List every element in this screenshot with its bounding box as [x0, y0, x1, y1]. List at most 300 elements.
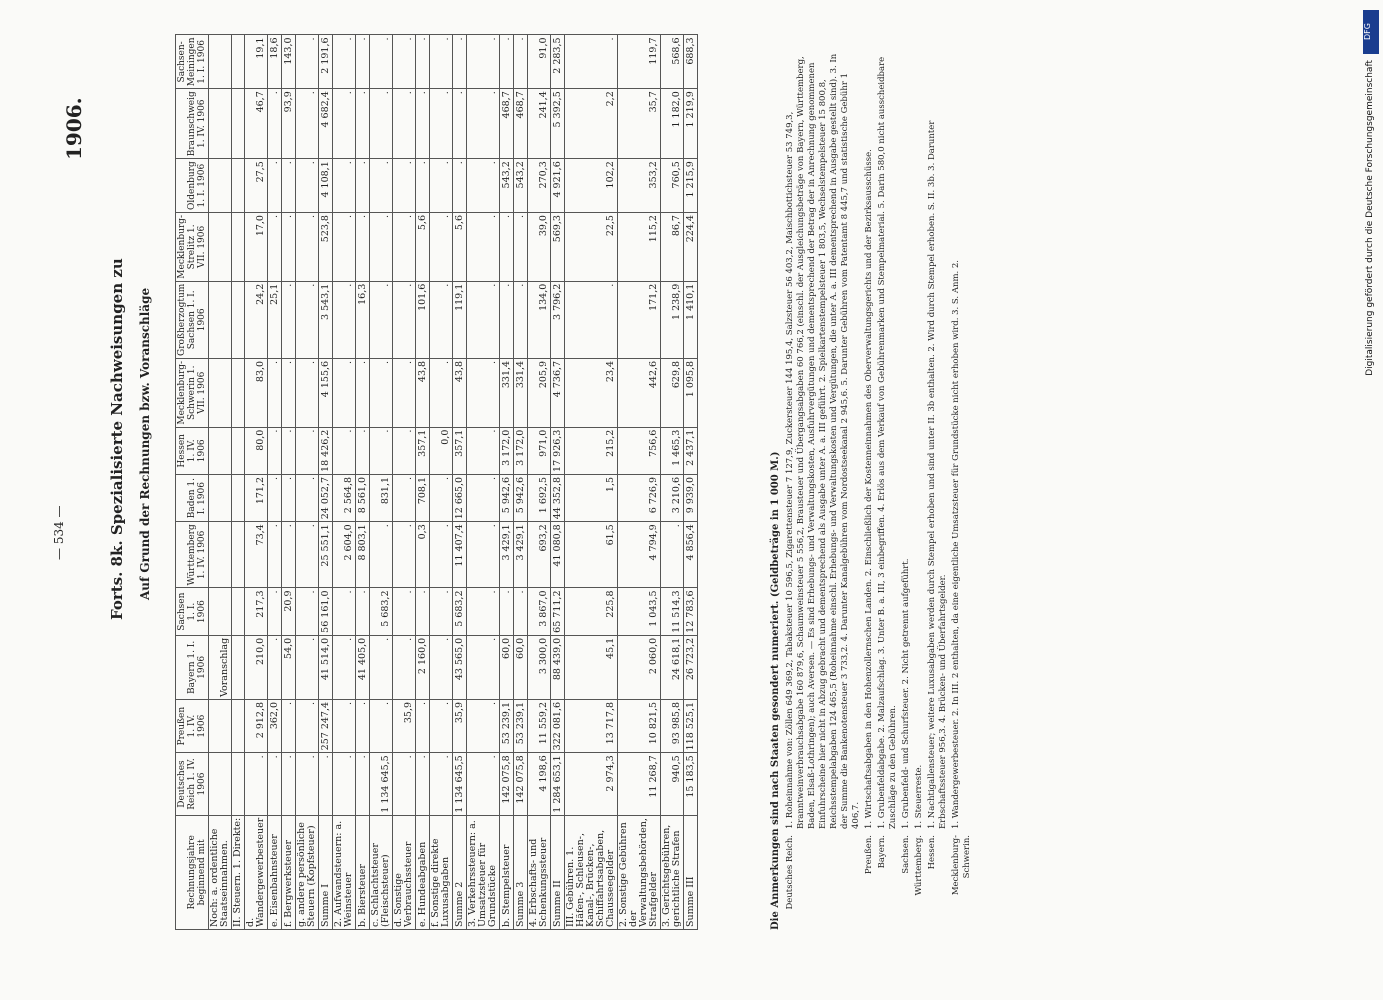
column-header: Rechnungsjahre beginnend mit	[176, 815, 209, 929]
table-cell: .	[393, 89, 416, 159]
table-cell: 53 239,1	[500, 699, 514, 752]
table-cell: .	[356, 699, 370, 752]
table-cell: 91,0	[528, 35, 551, 89]
digitization-credit: Digitalisierung gefördert durch die Deutsche Forschungsgemeinschaft	[1365, 60, 1375, 376]
table-cell: .	[356, 427, 370, 474]
table-cell: .	[296, 753, 319, 815]
table-row	[514, 35, 528, 930]
note-text: 1. Grubenfeldabgabe. 2. Malzaufschlag. 3. Unter B. a. III, 3 einbegriffen. 4. Erlös aus dem Verkauf von Gebührenmarken und Stempelmaterial. 5. Darin 580,0 nicht ausscheidbare Zuschläge zu den Gebühren.	[877, 56, 898, 829]
table-cell: 241,4	[528, 89, 551, 159]
table-cell: 83,0	[245, 358, 268, 427]
table-cell: 760,5	[661, 159, 684, 213]
table-cell: 205,9	[528, 358, 551, 427]
table-cell: 115,2	[618, 213, 661, 282]
table-cell	[209, 474, 232, 521]
table-cell: 270,3	[528, 159, 551, 213]
table-cell: .	[282, 522, 296, 588]
table-cell	[232, 35, 245, 89]
row-label: III. Gebühren. 1. Häfen-, Schleusen-, Kanal-, Brücken-, Schiffahrtsabgaben, Chausseegelder	[565, 815, 618, 929]
page-number: — 534 —	[52, 505, 66, 560]
table-cell: 217,3	[245, 588, 268, 635]
table-cell: 171,2	[245, 474, 268, 521]
table-cell: 11 407,4	[453, 522, 467, 588]
table-cell: .	[467, 89, 500, 159]
table-row	[661, 35, 684, 930]
table-cell: 523,8	[319, 213, 333, 282]
table-cell: 3 172,0	[500, 427, 514, 474]
table-cell: .	[430, 213, 453, 282]
table-cell: .	[416, 35, 430, 89]
table-cell: 688,3	[684, 35, 698, 89]
notes-list	[785, 50, 973, 930]
table-row	[467, 35, 500, 930]
table-cell: .	[370, 358, 393, 427]
note-entry	[951, 50, 973, 930]
table-cell: 60,0	[514, 635, 528, 699]
table-cell: .	[453, 89, 467, 159]
table-cell: .	[268, 159, 282, 213]
table-cell: .	[333, 753, 356, 815]
table-cell: .	[467, 635, 500, 699]
table-cell: 61,5	[565, 522, 618, 588]
table-cell: 1 134 645,5	[370, 753, 393, 815]
table-cell: 2 160,0	[416, 635, 430, 699]
table-cell: 39,0	[528, 213, 551, 282]
table-cell: .	[282, 213, 296, 282]
table-cell: 5,6	[453, 213, 467, 282]
table-cell: .	[333, 213, 356, 282]
table-cell	[232, 358, 245, 427]
table-cell: .	[296, 635, 319, 699]
table-cell: 322 081,6	[551, 699, 565, 752]
column-header: Großherzogtum Sachsen 1. I. 1906	[176, 281, 209, 358]
table-cell: .	[333, 89, 356, 159]
table-cell: .	[430, 281, 453, 358]
row-label: Summe I	[319, 815, 333, 929]
table-cell: .	[268, 635, 282, 699]
table-cell: 4 794,9	[618, 522, 661, 588]
table-cell: 2,2	[565, 89, 618, 159]
table-cell: 10 821,5	[618, 699, 661, 752]
table-cell: .	[333, 427, 356, 474]
table-cell: .	[393, 753, 416, 815]
column-header: Mecklenburg-Schwerin 1. VII. 1906	[176, 358, 209, 427]
note-state: Preußen.	[864, 835, 874, 875]
table-cell: .	[416, 699, 430, 752]
table-cell: 629,8	[661, 358, 684, 427]
table-cell: 1 095,8	[684, 358, 698, 427]
table-cell: .	[500, 281, 514, 358]
row-label: 3. Verkehrssteuern: a. Umsatzsteuer für Grundstücke	[467, 815, 500, 929]
row-label: Summe 2	[453, 815, 467, 929]
table-cell: 4 921,6	[551, 159, 565, 213]
table-cell: 756,6	[618, 427, 661, 474]
table-cell: .	[430, 753, 453, 815]
table-row	[319, 35, 333, 930]
table-cell: .	[467, 474, 500, 521]
table-cell: 2 283,5	[551, 35, 565, 89]
table-cell: 543,2	[500, 159, 514, 213]
table-cell: .	[282, 159, 296, 213]
table-cell: 569,3	[551, 213, 565, 282]
table-row	[416, 35, 430, 930]
table-header-row	[176, 35, 209, 930]
table-cell: .	[500, 588, 514, 635]
table-cell: 24 052,7	[319, 474, 333, 521]
note-state: Sachsen.	[901, 835, 911, 874]
table-cell: 2 191,6	[319, 35, 333, 89]
row-label: f. Sonstige direkte Luxusabgaben	[430, 815, 453, 929]
table-cell	[232, 159, 245, 213]
table-cell: 331,4	[500, 358, 514, 427]
table-cell: 22,5	[565, 213, 618, 282]
table-cell: .	[296, 281, 319, 358]
table-cell: 357,1	[416, 427, 430, 474]
table-cell: 3 429,1	[514, 522, 528, 588]
note-text: 1. Steuerreste.	[914, 764, 924, 829]
row-label: f. Bergwerksteuer	[282, 815, 296, 929]
table-cell: .	[370, 89, 393, 159]
table-cell: .	[467, 35, 500, 89]
column-header: Württemberg 1. IV. 1906	[176, 522, 209, 588]
table-cell: 3 300,0	[528, 635, 551, 699]
table-cell: .	[268, 358, 282, 427]
table-cell: 56 161,0	[319, 588, 333, 635]
table-cell: 43,8	[453, 358, 467, 427]
table-cell	[232, 427, 245, 474]
table-cell	[232, 635, 245, 699]
table-cell: 119,7	[618, 35, 661, 89]
table-cell	[232, 522, 245, 588]
table-cell: 225,8	[565, 588, 618, 635]
table-cell: .	[319, 753, 333, 815]
table-cell: .	[430, 35, 453, 89]
table-cell: .	[453, 35, 467, 89]
table-cell: 5,6	[416, 213, 430, 282]
column-header: Mecklenburg-Strelitz 1. VII. 1906	[176, 213, 209, 282]
page-subtitle: Auf Grund der Rechnungen bzw. Voranschläge	[138, 287, 152, 600]
table-cell: 80,0	[245, 427, 268, 474]
table-cell	[209, 89, 232, 159]
table-cell: .	[282, 281, 296, 358]
table-cell: .	[416, 89, 430, 159]
table-cell: 11 514,3	[661, 588, 684, 635]
row-label: Summe III	[684, 815, 698, 929]
footnotes	[770, 50, 975, 930]
table-cell: 44 352,8	[551, 474, 565, 521]
row-label: d. Sonstige Verbrauchssteuer	[393, 815, 416, 929]
table-cell: .	[356, 588, 370, 635]
notes-heading: Die Anmerkungen sind nach Staaten gesondert numeriert. (Geldbeträge in 1 000 M.)	[770, 451, 781, 930]
table-cell: 468,7	[500, 89, 514, 159]
table-row	[245, 35, 268, 930]
table-cell: .	[370, 635, 393, 699]
table-cell: .	[416, 588, 430, 635]
table-cell: 543,2	[514, 159, 528, 213]
table-cell: 19,1	[245, 35, 268, 89]
table-cell: .	[393, 427, 416, 474]
table-cell: .	[333, 588, 356, 635]
table-cell: 971,0	[528, 427, 551, 474]
table-cell: 118 525,1	[684, 699, 698, 752]
table-cell: .	[296, 35, 319, 89]
table-cell: 12 783,6	[684, 588, 698, 635]
table-cell: 25 551,1	[319, 522, 333, 588]
table-cell: .	[467, 588, 500, 635]
table-cell: 1 182,0	[661, 89, 684, 159]
table-cell: .	[393, 474, 416, 521]
table-cell: 1 219,9	[684, 89, 698, 159]
table-cell: 171,2	[618, 281, 661, 358]
row-label: c. Schlachtsteuer (Fleischsteuer)	[370, 815, 393, 929]
table-cell: .	[296, 89, 319, 159]
row-label: g. andere persönliche Steuern (Kopfsteuer)	[296, 815, 319, 929]
note-entry	[785, 50, 862, 930]
table-cell: .	[430, 358, 453, 427]
note-state: Deutsches Reich.	[785, 835, 795, 910]
table-cell: 4 108,1	[319, 159, 333, 213]
table-cell: .	[370, 281, 393, 358]
table-cell	[232, 753, 245, 815]
table-cell: 11 268,7	[618, 753, 661, 815]
table-cell: .	[370, 427, 393, 474]
table-cell: 3 867,0	[528, 588, 551, 635]
table-cell: 362,0	[268, 699, 282, 752]
table-cell: .	[333, 635, 356, 699]
table-cell: 35,9	[453, 699, 467, 752]
table-cell: .	[393, 281, 416, 358]
table-cell: .	[467, 281, 500, 358]
table-cell	[209, 699, 232, 752]
table-cell: 1 284 653,1	[551, 753, 565, 815]
table-cell: 4 856,4	[684, 522, 698, 588]
table-cell: .	[514, 213, 528, 282]
table-cell: 46,7	[245, 89, 268, 159]
column-header: Sachsen-Meiningen 1. I. 1906	[176, 35, 209, 89]
note-text: 1. Grubenfeld- und Schurfsteuer. 2. Nicht getrennt aufgeführt.	[901, 558, 911, 829]
table-cell: 20,9	[282, 588, 296, 635]
table-cell	[209, 281, 232, 358]
table-cell: 1,5	[565, 474, 618, 521]
table-cell: 4 155,6	[319, 358, 333, 427]
note-entry	[914, 50, 925, 930]
table-cell: .	[333, 358, 356, 427]
table-cell: .	[393, 213, 416, 282]
table-cell: .	[393, 522, 416, 588]
table-cell: .	[500, 213, 514, 282]
table-cell: .	[370, 522, 393, 588]
table-cell: 53 239,1	[514, 699, 528, 752]
table-cell: .	[268, 588, 282, 635]
table-row	[282, 35, 296, 930]
note-state: Mecklenburg-Schwerin.	[951, 835, 972, 896]
table-cell	[232, 281, 245, 358]
table-cell: 93 985,8	[661, 699, 684, 752]
row-label: Noch: a. ordentliche Staatseinnahmen.	[209, 815, 232, 929]
table-cell: .	[333, 159, 356, 213]
table-cell	[209, 522, 232, 588]
table-cell: .	[416, 159, 430, 213]
table-cell: 65 711,2	[551, 588, 565, 635]
table-row	[268, 35, 282, 930]
table-cell: .	[370, 699, 393, 752]
table-cell: 15 183,5	[684, 753, 698, 815]
table-cell: .	[356, 753, 370, 815]
table-cell: .	[467, 427, 500, 474]
table-cell: 1 215,9	[684, 159, 698, 213]
table-cell: .	[393, 358, 416, 427]
table-row	[618, 35, 661, 930]
table-cell: 54,0	[282, 635, 296, 699]
table-cell: 1 410,1	[684, 281, 698, 358]
table-cell: 41 080,8	[551, 522, 565, 588]
table-cell: .	[268, 427, 282, 474]
table-cell: .	[370, 213, 393, 282]
table-cell: .	[282, 358, 296, 427]
table-cell: 442,6	[618, 358, 661, 427]
note-text: 1. Nachtigallensteuer; weitere Luxusabgaben werden durch Stempel erhoben und sind unter II. 3b enthalten. 2. Wird durch Stempel erhoben. S. II. 3b. 3. Darunter Erbschaftssteuer 956,3. 4. Brücken- und Überfahrtsgelder.	[927, 120, 948, 829]
table-cell: .	[467, 699, 500, 752]
table-cell: 24,2	[245, 281, 268, 358]
table-cell: .	[393, 588, 416, 635]
table-cell	[232, 213, 245, 282]
table-cell: .	[356, 159, 370, 213]
table-cell: 2 437,1	[684, 427, 698, 474]
row-label: 3. Gerichtsgebühren, gerichtliche Strafen	[661, 815, 684, 929]
table-cell: 3 543,1	[319, 281, 333, 358]
table-row	[393, 35, 416, 930]
row-label: b. Stempelsteuer	[500, 815, 514, 929]
table-cell: 8 561,0	[356, 474, 370, 521]
note-text: 1. Roheinnahme von: Zöllen 649 369,2, Tabaksteuer 10 596,5, Zigarettensteuer 7 127,9, Zuckersteuer 144 195,4, Salzsteuer 56 403,2, Maischbottichsteuer 53 749,3, Branntweinverbrauchsabgabe 160 879,6, Schaumweinsteuer 5 556,2, Brausteuer und Übergangsabgaben 60 766,2 (einschl. der Ausgleichungsbeträge von Bayern, Württemberg, Baden, Elsaß-Lothringen); auch Aversen. — Es sind Erhebungs- und Verwaltungskosten, Ausfuhrvergütungen und dementsprechend der Betrag der in Anrechnung genommenen Einfuhrscheine hier nicht in Abzug gebracht und dementsprechend als Ausgabe unter A. a. III geführt. 2. Spielkartenstempelsteuer 1 803,5, Wechselstempelsteuer 15 800,8, Reichsstempelabgaben 124 465,5 (Roheinnahme einschl. Erhebungs- und Verwaltungskosten und Vergütungen, die unter A. a. III dementsprechend in Ausgabe gestellt sind). 3. In der Summe die Bankenotensteuer 3 733,2. 4. Darunter Kanalgebühren vom Nordostseekanal 2 945,6. 5. Darunter Gebühren vom Patentamt 8 445,7 und statistische Gebühr 1 406,7.	[785, 53, 861, 829]
table-cell: 1 134 645,5	[453, 753, 467, 815]
table-cell: .	[268, 522, 282, 588]
table-cell: .	[282, 474, 296, 521]
table-cell: 35,7	[618, 89, 661, 159]
table-cell	[209, 159, 232, 213]
column-header: Oldenburg 1. I. 1906	[176, 159, 209, 213]
table-cell: 331,4	[514, 358, 528, 427]
table-cell: .	[393, 635, 416, 699]
row-label: Summe II	[551, 815, 565, 929]
table-cell: .	[268, 753, 282, 815]
table-cell: 4 736,7	[551, 358, 565, 427]
page-title: Forts. 8k. Spezialisierte Nachweisungen zu	[108, 258, 126, 620]
statistics-table	[175, 34, 698, 930]
table-cell: .	[356, 89, 370, 159]
table-cell: 4 198,6	[528, 753, 551, 815]
table-cell: 119,1	[453, 281, 467, 358]
table-cell: .	[296, 427, 319, 474]
table-row	[232, 35, 245, 930]
table-cell	[209, 427, 232, 474]
table-row	[684, 35, 698, 930]
row-label: e. Eisenbahnsteuer	[268, 815, 282, 929]
table-cell: .	[282, 699, 296, 752]
column-header: Preußen 1. IV. 1906	[176, 699, 209, 752]
table-cell: .	[333, 35, 356, 89]
table-cell: .	[296, 522, 319, 588]
table-cell: 86,7	[661, 213, 684, 282]
table-cell: 6 726,9	[618, 474, 661, 521]
table-cell: .	[514, 281, 528, 358]
table-cell: 257 247,4	[319, 699, 333, 752]
table-cell: 1 238,9	[661, 281, 684, 358]
note-entry	[864, 50, 875, 930]
table-cell: .	[514, 35, 528, 89]
dfg-logo: DFG	[1363, 10, 1379, 54]
table-cell: .	[467, 753, 500, 815]
table-cell: .	[430, 522, 453, 588]
table-cell	[232, 699, 245, 752]
row-label: 2. Aufwandsteuern: a. Weinsteuer	[333, 815, 356, 929]
column-header: Baden 1. I. 1906	[176, 474, 209, 521]
table-cell: 2 912,8	[245, 699, 268, 752]
table-cell: 3 796,2	[551, 281, 565, 358]
table-cell: 5 683,2	[453, 588, 467, 635]
table-cell: 2 974,3	[565, 753, 618, 815]
table-cell: 25,1	[268, 281, 282, 358]
table-cell: 41 405,0	[356, 635, 370, 699]
table-cell: 43 565,0	[453, 635, 467, 699]
row-label: Summe 3	[514, 815, 528, 929]
table-row	[500, 35, 514, 930]
table-cell: 143,0	[282, 35, 296, 89]
table-cell: 27,5	[245, 159, 268, 213]
table-cell	[232, 474, 245, 521]
note-text: 1. Wirtschaftsabgaben in den Hohenzollernschen Landen. 2. Einschließlich der Kostenneinnahmen des Oberverwaltungsgerichts und der Bezirksausschüsse.	[864, 149, 874, 829]
table-cell: 134,0	[528, 281, 551, 358]
note-state: Württemberg.	[914, 835, 924, 896]
table-cell: 831,1	[370, 474, 393, 521]
row-label: d. Wandergewerbesteuer	[245, 815, 268, 929]
table-cell: .	[356, 35, 370, 89]
table-cell: .	[430, 159, 453, 213]
column-header: Deutsches Reich 1. IV. 1906	[176, 753, 209, 815]
note-entry	[877, 50, 899, 930]
note-entry	[901, 50, 912, 930]
table-cell: 45,1	[565, 635, 618, 699]
table-row	[296, 35, 319, 930]
table-cell: .	[661, 522, 684, 588]
table-cell: 3 429,1	[500, 522, 514, 588]
table-cell: .	[370, 159, 393, 213]
table-cell: .	[467, 159, 500, 213]
table-cell: 224,4	[684, 213, 698, 282]
table-cell: .	[296, 588, 319, 635]
table-cell: 41 514,0	[319, 635, 333, 699]
table-cell: .	[296, 699, 319, 752]
table-cell: 3 172,0	[514, 427, 528, 474]
note-state: Bayern.	[877, 835, 887, 869]
dfg-sidebar	[1362, 10, 1380, 990]
table-cell: 9 939,0	[684, 474, 698, 521]
table-row	[453, 35, 467, 930]
table-cell: .	[467, 213, 500, 282]
table-cell: 5 392,5	[551, 89, 565, 159]
note-text: 1. Wandergewerbesteuer. 2. In III. 2 enthalten, da eine eigentliche Umsatzsteuer für Grundstücke nicht erhoben wird. 3. S. Anm. 2.	[951, 259, 961, 829]
table-cell: 142 075,8	[500, 753, 514, 815]
note-state: Hessen.	[927, 835, 937, 870]
table-cell: 1 465,3	[661, 427, 684, 474]
table-cell: .	[430, 89, 453, 159]
table-cell: .	[500, 35, 514, 89]
table-cell: .	[356, 213, 370, 282]
table-cell: 11 559,2	[528, 699, 551, 752]
table-cell: 5 683,2	[370, 588, 393, 635]
table-cell: 17,0	[245, 213, 268, 282]
table-cell: .	[268, 213, 282, 282]
